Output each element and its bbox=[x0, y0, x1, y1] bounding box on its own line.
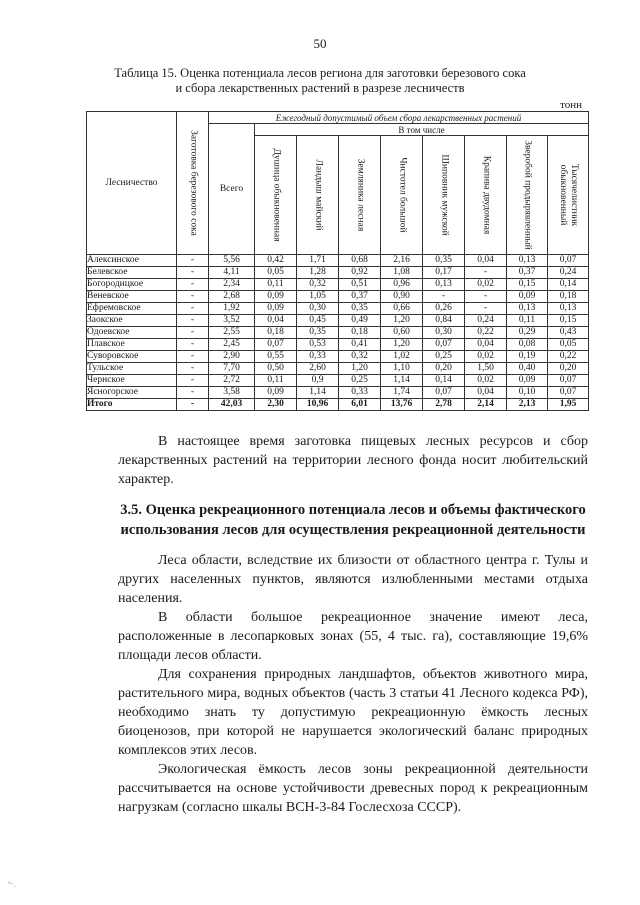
cell-value: 0,66 bbox=[381, 303, 423, 315]
table-row bbox=[87, 291, 589, 303]
cell-value: 0,07 bbox=[423, 387, 465, 399]
cell-value: 0,24 bbox=[465, 315, 507, 327]
cell-value: 0,07 bbox=[548, 255, 589, 267]
cell-total: 3,58 bbox=[209, 387, 255, 399]
paragraph-2: Леса области, вследствие их близости от областного центра г. Тулы и других населенных пунктов, являются излюбленными местами отдыха населения. bbox=[118, 553, 588, 606]
cell-value: 0,13 bbox=[507, 255, 548, 267]
cell-value: - bbox=[423, 291, 465, 303]
header-total: Всего bbox=[209, 124, 255, 255]
cell-value: 0,50 bbox=[255, 363, 297, 375]
cell-value: 0,18 bbox=[339, 327, 381, 339]
cell-sap: - bbox=[177, 279, 209, 291]
cell-value: 0,9 bbox=[297, 375, 339, 387]
cell-sap: - bbox=[177, 303, 209, 315]
cell-name: Ясногорское bbox=[87, 387, 177, 399]
cell-value: 0,43 bbox=[548, 327, 589, 339]
cell-sap: - bbox=[177, 315, 209, 327]
header-plant-5: Крапива двудомная bbox=[465, 136, 507, 255]
cell-value: 1,08 bbox=[381, 267, 423, 279]
cell-value: 1,02 bbox=[381, 351, 423, 363]
cell-value: 0,92 bbox=[339, 267, 381, 279]
cell-total: 2,45 bbox=[209, 339, 255, 351]
table-row bbox=[87, 375, 589, 387]
cell-value: 0,17 bbox=[423, 267, 465, 279]
header-including: В том числе bbox=[255, 124, 589, 136]
table-row bbox=[87, 315, 589, 327]
cell-value: 2,60 bbox=[297, 363, 339, 375]
cell-value: 0,09 bbox=[255, 387, 297, 399]
cell-total: 2,68 bbox=[209, 291, 255, 303]
paragraph-3: В области большое рекреационное значение имеют леса, расположенные в лесопарковых зонах (55, 4 тыс. га), составляющие 19,6% площади лесов области. bbox=[118, 610, 588, 663]
paragraph-4: Для сохранения природных ландшафтов, объектов животного мира, растительного мира, водных объектов (часть 3 статьи 41 Лесного кодекса РФ), необходимо знать ту допустимую рекреационную ёмкость лесных биоценозов, при которой не нарушается экологический баланс природных комплексов этих лесов. bbox=[118, 667, 588, 758]
cell-value: 0,68 bbox=[339, 255, 381, 267]
cell-value: 1,14 bbox=[297, 387, 339, 399]
table-caption bbox=[60, 66, 580, 96]
cell-value: 0,29 bbox=[507, 327, 548, 339]
cell-value: 0,55 bbox=[255, 351, 297, 363]
cell-name: Ефремовское bbox=[87, 303, 177, 315]
cell-value: 0,22 bbox=[465, 327, 507, 339]
cell-value: 1,20 bbox=[381, 339, 423, 351]
cell-value: 1,71 bbox=[297, 255, 339, 267]
cell-value: 0,07 bbox=[548, 375, 589, 387]
cell-value: 0,02 bbox=[465, 375, 507, 387]
cell-value: 1,20 bbox=[339, 363, 381, 375]
paragraph-5: Экологическая ёмкость лесов зоны рекреационной деятельности рассчитывается на основе устойчивости древесных пород к рекреационным нагрузкам (согласно шкалы ВСН-3-84 Гослесхоза СССР). bbox=[118, 762, 588, 815]
cell-value: 0,11 bbox=[507, 315, 548, 327]
cell-name: Тульское bbox=[87, 363, 177, 375]
cell-total: 4,11 bbox=[209, 267, 255, 279]
cell-value: 1,05 bbox=[297, 291, 339, 303]
cell-value: 0,13 bbox=[507, 303, 548, 315]
cell-name: Плавское bbox=[87, 339, 177, 351]
cell-value: 0,22 bbox=[548, 351, 589, 363]
cell-sap: - bbox=[177, 291, 209, 303]
cell-value: 0,19 bbox=[507, 351, 548, 363]
cell-value: 0,26 bbox=[423, 303, 465, 315]
cell-name: Заокское bbox=[87, 315, 177, 327]
cell-value: 0,37 bbox=[339, 291, 381, 303]
cell-sap: - bbox=[177, 375, 209, 387]
cell-value: - bbox=[465, 267, 507, 279]
cell-total: 2,72 bbox=[209, 375, 255, 387]
cell-value: - bbox=[465, 303, 507, 315]
table-row bbox=[87, 363, 589, 375]
cell-name: Одоевское bbox=[87, 327, 177, 339]
cell-total: 1,92 bbox=[209, 303, 255, 315]
corner-mark: °·. bbox=[8, 880, 16, 889]
header-plant-0: Душица обыкновенная bbox=[255, 136, 297, 255]
cell-sap: - bbox=[177, 363, 209, 375]
cell-value: 0,14 bbox=[548, 279, 589, 291]
cell-total: 42,03 bbox=[209, 399, 255, 411]
cell-sap: - bbox=[177, 339, 209, 351]
cell-value: 0,14 bbox=[423, 375, 465, 387]
cell-value: 0,96 bbox=[381, 279, 423, 291]
cell-value: 0,07 bbox=[423, 339, 465, 351]
header-forestry: Лесничество bbox=[87, 112, 177, 255]
section-heading: 3.5. Оценка рекреационного потенциала лесов и объемы фактического использования лесов для осуществления рекреационной деятельности bbox=[120, 502, 586, 538]
cell-value: 0,41 bbox=[339, 339, 381, 351]
cell-value: 0,18 bbox=[548, 291, 589, 303]
forestry-table bbox=[86, 111, 589, 411]
cell-value: 2,14 bbox=[465, 399, 507, 411]
table-row bbox=[87, 339, 589, 351]
cell-sap: - bbox=[177, 327, 209, 339]
cell-value: 0,30 bbox=[297, 303, 339, 315]
header-annual: Ежегодный допустимый объем сбора лекарственных растений bbox=[209, 112, 589, 124]
cell-name: Итого bbox=[87, 399, 177, 411]
cell-value: 1,14 bbox=[381, 375, 423, 387]
cell-value: 0,02 bbox=[465, 279, 507, 291]
cell-value: 0,04 bbox=[465, 387, 507, 399]
cell-total: 7,70 bbox=[209, 363, 255, 375]
cell-total: 2,55 bbox=[209, 327, 255, 339]
table-row bbox=[87, 303, 589, 315]
cell-value: 0,30 bbox=[423, 327, 465, 339]
cell-value: 0,18 bbox=[255, 327, 297, 339]
cell-value: 1,50 bbox=[465, 363, 507, 375]
cell-value: 0,04 bbox=[465, 255, 507, 267]
cell-value: 0,53 bbox=[297, 339, 339, 351]
cell-value: 1,28 bbox=[297, 267, 339, 279]
cell-value: 2,30 bbox=[255, 399, 297, 411]
table-row bbox=[87, 255, 589, 267]
table-row bbox=[87, 327, 589, 339]
cell-total: 3,52 bbox=[209, 315, 255, 327]
table-row bbox=[87, 351, 589, 363]
cell-value: 0,49 bbox=[339, 315, 381, 327]
cell-value: 0,07 bbox=[548, 387, 589, 399]
table-row bbox=[87, 267, 589, 279]
cell-name: Богородицкое bbox=[87, 279, 177, 291]
cell-sap: - bbox=[177, 255, 209, 267]
cell-value: 13,76 bbox=[381, 399, 423, 411]
cell-value: 0,25 bbox=[423, 351, 465, 363]
cell-sap: - bbox=[177, 387, 209, 399]
cell-sap: - bbox=[177, 351, 209, 363]
cell-value: 0,35 bbox=[423, 255, 465, 267]
cell-value: 1,74 bbox=[381, 387, 423, 399]
header-plant-1: Ландыш майский bbox=[297, 136, 339, 255]
cell-value: 0,51 bbox=[339, 279, 381, 291]
cell-sap: - bbox=[177, 267, 209, 279]
cell-value: 0,09 bbox=[507, 375, 548, 387]
cell-value: 0,35 bbox=[339, 303, 381, 315]
cell-value: 0,13 bbox=[423, 279, 465, 291]
cell-value: 2,78 bbox=[423, 399, 465, 411]
cell-value: 0,02 bbox=[465, 351, 507, 363]
cell-value: 0,05 bbox=[548, 339, 589, 351]
header-plant-7: Тысячелистник обыкновенный bbox=[548, 136, 589, 255]
cell-value: 0,13 bbox=[548, 303, 589, 315]
table-row bbox=[87, 387, 589, 399]
cell-value: 0,09 bbox=[507, 291, 548, 303]
header-plant-6: Зверобой продырявленный bbox=[507, 136, 548, 255]
cell-name: Чернское bbox=[87, 375, 177, 387]
cell-value: 1,10 bbox=[381, 363, 423, 375]
cell-value: 0,90 bbox=[381, 291, 423, 303]
cell-value: 6,01 bbox=[339, 399, 381, 411]
caption-line-2: и сбора лекарственных растений в разрезе лесничеств bbox=[175, 81, 465, 95]
header-birch-sap: Заготовка березового сока bbox=[177, 112, 209, 255]
cell-value: 2,13 bbox=[507, 399, 548, 411]
cell-value: 0,07 bbox=[255, 339, 297, 351]
cell-value: 0,35 bbox=[297, 327, 339, 339]
page-number: 50 bbox=[313, 36, 327, 51]
cell-value: 0,84 bbox=[423, 315, 465, 327]
cell-value: 0,24 bbox=[548, 267, 589, 279]
cell-value: 0,10 bbox=[507, 387, 548, 399]
cell-value: 0,42 bbox=[255, 255, 297, 267]
cell-total: 2,34 bbox=[209, 279, 255, 291]
cell-name: Суворовское bbox=[87, 351, 177, 363]
header-plant-2: Земляника лесная bbox=[339, 136, 381, 255]
cell-value: 0,40 bbox=[507, 363, 548, 375]
cell-value: 0,20 bbox=[548, 363, 589, 375]
cell-value: 1,95 bbox=[548, 399, 589, 411]
cell-value: 0,08 bbox=[507, 339, 548, 351]
paragraph-1: В настоящее время заготовка пищевых лесных ресурсов и сбор лекарственных растений на территории лесного фонда носит любительский характер. bbox=[118, 434, 588, 487]
cell-total: 2,90 bbox=[209, 351, 255, 363]
cell-value: 0,15 bbox=[548, 315, 589, 327]
cell-value: 10,96 bbox=[297, 399, 339, 411]
cell-value: 0,45 bbox=[297, 315, 339, 327]
caption-line-1: Таблица 15. Оценка потенциала лесов региона для заготовки березового сока bbox=[114, 66, 526, 80]
header-plant-4: Шиповник мужской bbox=[423, 136, 465, 255]
cell-value: 0,25 bbox=[339, 375, 381, 387]
cell-value: 0,05 bbox=[255, 267, 297, 279]
cell-value: 0,20 bbox=[423, 363, 465, 375]
cell-value: 0,04 bbox=[255, 315, 297, 327]
unit-label: тонн bbox=[560, 99, 582, 111]
cell-value: 1,20 bbox=[381, 315, 423, 327]
cell-name: Белевское bbox=[87, 267, 177, 279]
cell-value: 0,04 bbox=[465, 339, 507, 351]
table-row bbox=[87, 279, 589, 291]
cell-name: Алексинское bbox=[87, 255, 177, 267]
cell-value: 0,60 bbox=[381, 327, 423, 339]
cell-value: 0,09 bbox=[255, 291, 297, 303]
cell-sap: - bbox=[177, 399, 209, 411]
cell-value: 0,15 bbox=[507, 279, 548, 291]
cell-value: - bbox=[465, 291, 507, 303]
cell-value: 0,09 bbox=[255, 303, 297, 315]
cell-value: 0,11 bbox=[255, 279, 297, 291]
table-total-row bbox=[87, 399, 589, 411]
cell-total: 5,56 bbox=[209, 255, 255, 267]
cell-value: 0,33 bbox=[297, 351, 339, 363]
cell-value: 2,16 bbox=[381, 255, 423, 267]
cell-value: 0,33 bbox=[339, 387, 381, 399]
cell-value: 0,11 bbox=[255, 375, 297, 387]
cell-name: Веневское bbox=[87, 291, 177, 303]
cell-value: 0,32 bbox=[297, 279, 339, 291]
header-plant-3: Чистотел большой bbox=[381, 136, 423, 255]
cell-value: 0,32 bbox=[339, 351, 381, 363]
cell-value: 0,37 bbox=[507, 267, 548, 279]
